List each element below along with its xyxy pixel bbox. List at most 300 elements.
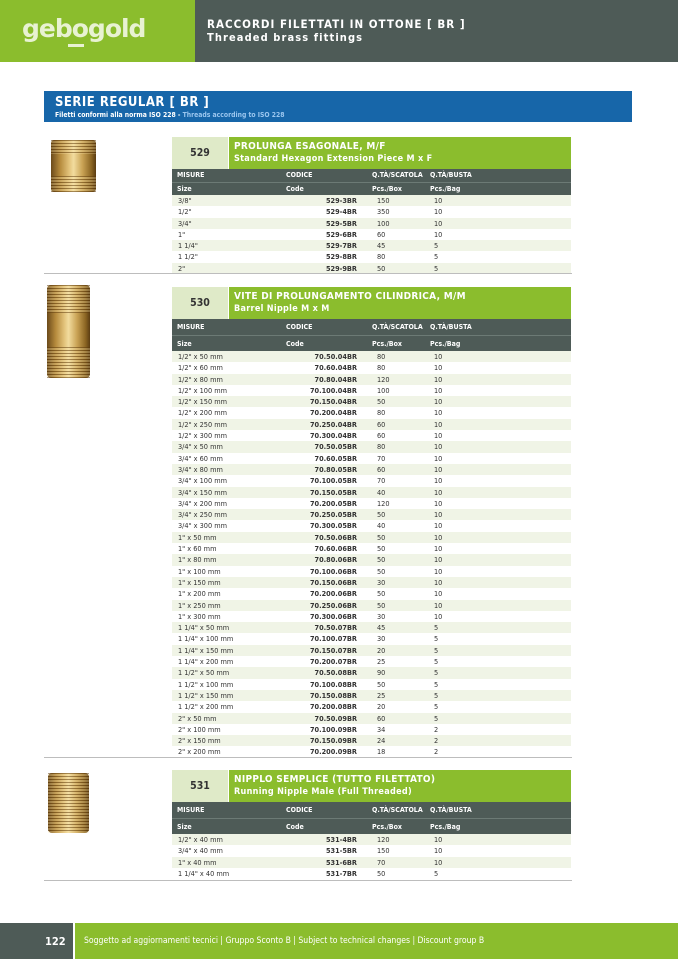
cell-pcs-bag: 10 <box>434 464 443 474</box>
table-row <box>172 746 571 757</box>
table-row <box>172 498 571 509</box>
col-pcs-box: Pcs./Box <box>372 823 402 831</box>
cell-size: 1" x 50 mm <box>178 532 217 542</box>
serie-subtitle <box>55 111 284 119</box>
cell-size: 3/4" x 80 mm <box>178 464 223 474</box>
cell-code: 70.200.04BR <box>309 408 357 418</box>
cell-code: 70.200.06BR <box>309 589 357 599</box>
cell-code: 70.200.08BR <box>309 702 357 712</box>
cell-size: 1/2" x 300 mm <box>178 431 228 441</box>
cell-code: 529-9BR <box>325 263 357 273</box>
cell-pcs-box: 45 <box>377 623 386 633</box>
table-row <box>172 487 571 498</box>
table-row <box>172 834 571 845</box>
table-body <box>172 195 571 274</box>
cell-size: 1/2" x 80 mm <box>178 374 223 384</box>
cell-pcs-box: 20 <box>377 702 386 712</box>
cell-pcs-box: 50 <box>377 555 386 565</box>
table-row <box>172 396 571 407</box>
serie-subtitle-en: Threads according to ISO 228 <box>182 111 285 119</box>
cell-code: 70.150.08BR <box>309 690 357 700</box>
table-row <box>172 857 571 868</box>
cell-pcs-bag: 5 <box>434 690 439 700</box>
table-row <box>172 690 571 701</box>
table-row <box>172 419 571 430</box>
section-divider <box>44 757 572 758</box>
cell-code: 70.50.05BR <box>314 442 357 452</box>
cell-pcs-bag: 10 <box>434 510 443 520</box>
cell-size: 2" x 100 mm <box>178 724 221 734</box>
table-row <box>172 679 571 690</box>
cell-pcs-bag: 5 <box>434 645 439 655</box>
cell-pcs-box: 24 <box>377 736 386 746</box>
table-row <box>172 240 571 251</box>
section-title: VITE DI PROLUNGAMENTO CILINDRICA, M/M <box>234 291 466 302</box>
cell-size: 3/4" x 200 mm <box>178 498 228 508</box>
cell-code: 70.200.05BR <box>309 498 357 508</box>
cell-pcs-box: 18 <box>377 747 386 757</box>
cell-pcs-box: 40 <box>377 487 386 497</box>
cell-pcs-bag: 10 <box>434 487 443 497</box>
col-qta-scatola: Q.TÀ/SCATOLA <box>372 171 423 179</box>
table-header-it <box>172 319 571 335</box>
table-row <box>172 622 571 633</box>
cell-pcs-bag: 10 <box>434 431 443 441</box>
section-530 <box>172 287 571 758</box>
cell-size: 3/4" <box>178 218 192 228</box>
cell-pcs-bag: 10 <box>434 442 443 452</box>
col-pcs-bag: Pcs./Bag <box>430 185 461 193</box>
cell-pcs-box: 45 <box>377 241 386 251</box>
section-title: PROLUNGA ESAGONALE, M/F <box>234 141 386 152</box>
cell-size: 1 1/2" <box>178 252 198 262</box>
cell-pcs-bag: 10 <box>434 363 443 373</box>
cell-pcs-box: 120 <box>377 835 390 844</box>
col-size: Size <box>177 340 192 348</box>
table-header-en <box>172 818 571 834</box>
col-code: Code <box>286 340 304 348</box>
cell-pcs-box: 60 <box>377 713 386 723</box>
cell-size: 1" x 40 mm <box>178 857 217 867</box>
cell-pcs-bag: 10 <box>434 521 443 531</box>
table-row <box>172 713 571 724</box>
table-row <box>172 667 571 678</box>
section-divider <box>44 880 572 881</box>
cell-pcs-box: 80 <box>377 442 386 452</box>
table-row <box>172 532 571 543</box>
table-row <box>172 566 571 577</box>
cell-pcs-bag: 5 <box>434 702 439 712</box>
cell-pcs-box: 50 <box>377 544 386 554</box>
col-size: Size <box>177 185 192 193</box>
cell-pcs-bag: 10 <box>434 857 443 867</box>
cell-pcs-bag: 10 <box>434 196 443 205</box>
table-row <box>172 195 571 206</box>
cell-pcs-box: 80 <box>377 363 386 373</box>
cell-pcs-bag: 2 <box>434 747 439 757</box>
table-header-en <box>172 335 571 351</box>
table-row <box>172 509 571 520</box>
cell-code: 531-4BR <box>325 835 357 844</box>
cell-size: 1/2" x 250 mm <box>178 419 228 429</box>
cell-pcs-bag: 10 <box>434 589 443 599</box>
section-number: 529 <box>172 137 228 169</box>
table-row <box>172 845 571 856</box>
cell-pcs-box: 70 <box>377 857 386 867</box>
table-row <box>172 868 571 879</box>
cell-pcs-bag: 10 <box>434 544 443 554</box>
cell-code: 529-5BR <box>325 218 357 228</box>
cell-size: 1" x 150 mm <box>178 577 221 587</box>
product-image-hex-extension <box>51 140 96 192</box>
cell-size: 1 1/2" x 100 mm <box>178 679 234 689</box>
cell-size: 1" x 80 mm <box>178 555 217 565</box>
table-row <box>172 724 571 735</box>
cell-code: 70.100.05BR <box>309 476 357 486</box>
cell-size: 1 1/4" x 150 mm <box>178 645 234 655</box>
section-title-bar <box>172 137 571 169</box>
cell-pcs-box: 30 <box>377 634 386 644</box>
cell-size: 1 1/2" x 150 mm <box>178 690 234 700</box>
cell-code: 531-6BR <box>325 857 357 867</box>
cell-size: 1" x 250 mm <box>178 600 221 610</box>
cell-pcs-bag: 5 <box>434 623 439 633</box>
col-qta-busta: Q.TÀ/BUSTA <box>430 171 472 179</box>
cell-code: 70.250.06BR <box>309 600 357 610</box>
cell-code: 70.50.06BR <box>314 532 357 542</box>
table-body <box>172 834 571 879</box>
cell-size: 2" x 50 mm <box>178 713 217 723</box>
cell-code: 70.150.07BR <box>309 645 357 655</box>
section-title: NIPPLO SEMPLICE (TUTTO FILETTATO) <box>234 774 436 785</box>
cell-pcs-bag: 10 <box>434 207 443 217</box>
col-misure: MISURE <box>177 171 205 179</box>
cell-pcs-box: 60 <box>377 229 386 239</box>
logo-underline <box>68 44 84 47</box>
table-row <box>172 656 571 667</box>
table-row <box>172 251 571 262</box>
table-row <box>172 351 571 362</box>
product-image-barrel-nipple <box>47 285 90 378</box>
table-header-en <box>172 182 571 195</box>
cell-code: 70.100.04BR <box>309 385 357 395</box>
cell-code: 70.100.06BR <box>309 566 357 576</box>
cell-pcs-bag: 2 <box>434 724 439 734</box>
cell-code: 70.60.06BR <box>314 544 357 554</box>
cell-pcs-bag: 5 <box>434 263 439 273</box>
col-misure: MISURE <box>177 323 205 331</box>
cell-code: 70.50.08BR <box>314 668 357 678</box>
section-subtitle: Running Nipple Male (Full Threaded) <box>234 787 412 797</box>
cell-pcs-box: 100 <box>377 385 390 395</box>
cell-code: 70.100.09BR <box>309 724 357 734</box>
cell-pcs-box: 30 <box>377 577 386 587</box>
cell-size: 1/2" x 150 mm <box>178 397 228 407</box>
cell-code: 70.100.07BR <box>309 634 357 644</box>
cell-code: 70.150.05BR <box>309 487 357 497</box>
serie-subtitle-it: Filetti conformi alla norma ISO 228 - <box>55 111 183 119</box>
cell-code: 531-7BR <box>325 868 357 878</box>
cell-pcs-box: 25 <box>377 657 386 667</box>
cell-code: 70.150.04BR <box>309 397 357 407</box>
cell-pcs-bag: 5 <box>434 679 439 689</box>
col-qta-scatola: Q.TÀ/SCATOLA <box>372 323 423 331</box>
col-qta-busta: Q.TÀ/BUSTA <box>430 323 472 331</box>
cell-size: 1" x 100 mm <box>178 566 221 576</box>
cell-size: 1 1/4" x 100 mm <box>178 634 234 644</box>
cell-code: 70.80.05BR <box>314 464 357 474</box>
cell-size: 3/4" x 150 mm <box>178 487 228 497</box>
cell-pcs-bag: 10 <box>434 555 443 565</box>
col-code: Code <box>286 185 304 193</box>
cell-pcs-box: 60 <box>377 464 386 474</box>
table-row <box>172 374 571 385</box>
table-row <box>172 520 571 531</box>
table-row <box>172 464 571 475</box>
cell-pcs-bag: 5 <box>434 252 439 262</box>
table-row <box>172 475 571 486</box>
cell-pcs-bag: 10 <box>434 229 443 239</box>
cell-pcs-box: 50 <box>377 532 386 542</box>
cell-pcs-bag: 10 <box>434 374 443 384</box>
col-pcs-bag: Pcs./Bag <box>430 340 461 348</box>
cell-pcs-box: 120 <box>377 374 390 384</box>
cell-pcs-box: 70 <box>377 476 386 486</box>
col-codice: CODICE <box>286 323 313 331</box>
cell-size: 1/2" x 60 mm <box>178 363 223 373</box>
cell-size: 1 1/4" <box>178 241 198 251</box>
section-divider <box>44 273 572 274</box>
table-row <box>172 554 571 565</box>
section-subtitle: Standard Hexagon Extension Piece M x F <box>234 154 433 164</box>
product-image-running-nipple <box>48 773 89 833</box>
table-row <box>172 229 571 240</box>
cell-code: 70.200.09BR <box>309 747 357 757</box>
table-row <box>172 701 571 712</box>
section-title-box <box>229 137 571 169</box>
cell-pcs-box: 50 <box>377 868 386 878</box>
cell-pcs-bag: 10 <box>434 385 443 395</box>
cell-pcs-bag: 10 <box>434 397 443 407</box>
cell-pcs-box: 50 <box>377 566 386 576</box>
table-row <box>172 430 571 441</box>
section-title-bar <box>172 287 571 319</box>
section-title-box <box>229 770 571 802</box>
cell-pcs-bag: 5 <box>434 241 439 251</box>
cell-code: 70.100.08BR <box>309 679 357 689</box>
serie-title: SERIE REGULAR [ BR ] <box>55 95 210 110</box>
cell-pcs-box: 150 <box>377 846 390 856</box>
cell-pcs-bag: 10 <box>434 218 443 228</box>
cell-size: 1 1/4" x 50 mm <box>178 623 230 633</box>
table-row <box>172 362 571 373</box>
brand-logo: gebogold <box>22 14 146 43</box>
section-529 <box>172 137 571 274</box>
table-row <box>172 441 571 452</box>
cell-size: 3/4" x 300 mm <box>178 521 228 531</box>
cell-code: 529-6BR <box>325 229 357 239</box>
cell-pcs-bag: 10 <box>434 846 443 856</box>
cell-code: 70.50.04BR <box>314 352 357 361</box>
header-title-en: Threaded brass fittings <box>207 31 364 44</box>
cell-pcs-bag: 10 <box>434 566 443 576</box>
cell-pcs-bag: 10 <box>434 577 443 587</box>
table-row <box>172 633 571 644</box>
cell-pcs-bag: 10 <box>434 600 443 610</box>
cell-size: 1 1/4" x 200 mm <box>178 657 234 667</box>
cell-code: 70.250.05BR <box>309 510 357 520</box>
table-row <box>172 645 571 656</box>
cell-size: 1/2" x 200 mm <box>178 408 228 418</box>
col-pcs-bag: Pcs./Bag <box>430 823 461 831</box>
cell-pcs-bag: 10 <box>434 453 443 463</box>
cell-size: 3/8" <box>178 196 192 205</box>
cell-pcs-box: 80 <box>377 252 386 262</box>
cell-pcs-bag: 5 <box>434 657 439 667</box>
cell-code: 70.300.04BR <box>309 431 357 441</box>
cell-pcs-box: 120 <box>377 498 390 508</box>
cell-pcs-box: 34 <box>377 724 386 734</box>
section-title-bar <box>172 770 571 802</box>
cell-code: 531-5BR <box>325 846 357 856</box>
cell-pcs-bag: 10 <box>434 611 443 621</box>
table-row <box>172 588 571 599</box>
col-qta-scatola: Q.TÀ/SCATOLA <box>372 806 423 814</box>
cell-code: 70.150.06BR <box>309 577 357 587</box>
cell-code: 70.300.05BR <box>309 521 357 531</box>
cell-code: 70.60.04BR <box>314 363 357 373</box>
table-header-it <box>172 169 571 182</box>
cell-pcs-box: 90 <box>377 668 386 678</box>
cell-pcs-box: 50 <box>377 589 386 599</box>
cell-pcs-box: 80 <box>377 408 386 418</box>
table-row <box>172 735 571 746</box>
table-row <box>172 543 571 554</box>
cell-size: 1" <box>178 229 186 239</box>
section-number: 531 <box>172 770 228 802</box>
header-title-it: RACCORDI FILETTATI IN OTTONE [ BR ] <box>207 17 466 31</box>
cell-pcs-bag: 10 <box>434 352 443 361</box>
cell-pcs-box: 25 <box>377 690 386 700</box>
cell-pcs-box: 20 <box>377 645 386 655</box>
table-body <box>172 351 571 758</box>
cell-pcs-box: 40 <box>377 521 386 531</box>
table-row <box>172 453 571 464</box>
table-row <box>172 611 571 622</box>
cell-size: 1 1/4" x 40 mm <box>178 868 230 878</box>
cell-size: 2" <box>178 263 186 273</box>
cell-size: 1 1/2" x 200 mm <box>178 702 234 712</box>
table-row <box>172 407 571 418</box>
cell-size: 1 1/2" x 50 mm <box>178 668 230 678</box>
cell-pcs-bag: 10 <box>434 835 443 844</box>
cell-pcs-box: 350 <box>377 207 390 217</box>
cell-code: 529-3BR <box>325 196 357 205</box>
cell-pcs-bag: 10 <box>434 419 443 429</box>
cell-pcs-box: 30 <box>377 611 386 621</box>
cell-size: 1" x 200 mm <box>178 589 221 599</box>
cell-pcs-bag: 2 <box>434 736 439 746</box>
col-code: Code <box>286 823 304 831</box>
cell-pcs-bag: 5 <box>434 634 439 644</box>
cell-pcs-box: 60 <box>377 419 386 429</box>
cell-code: 529-4BR <box>325 207 357 217</box>
section-number: 530 <box>172 287 228 319</box>
cell-size: 3/4" x 50 mm <box>178 442 223 452</box>
cell-code: 70.80.06BR <box>314 555 357 565</box>
cell-size: 3/4" x 60 mm <box>178 453 223 463</box>
cell-pcs-bag: 10 <box>434 408 443 418</box>
col-pcs-box: Pcs./Box <box>372 340 402 348</box>
cell-code: 70.300.06BR <box>309 611 357 621</box>
cell-size: 3/4" x 40 mm <box>178 846 223 856</box>
cell-code: 70.200.07BR <box>309 657 357 667</box>
table-row <box>172 218 571 229</box>
table-header-it <box>172 802 571 818</box>
cell-size: 1" x 60 mm <box>178 544 217 554</box>
cell-size: 3/4" x 250 mm <box>178 510 228 520</box>
col-codice: CODICE <box>286 171 313 179</box>
col-codice: CODICE <box>286 806 313 814</box>
cell-code: 70.50.07BR <box>314 623 357 633</box>
cell-code: 70.150.09BR <box>309 736 357 746</box>
cell-size: 1" x 300 mm <box>178 611 221 621</box>
cell-pcs-bag: 5 <box>434 868 439 878</box>
cell-pcs-box: 60 <box>377 431 386 441</box>
section-title-box <box>229 287 571 319</box>
cell-size: 2" x 150 mm <box>178 736 221 746</box>
cell-size: 1/2" x 50 mm <box>178 352 223 361</box>
cell-size: 1/2" x 100 mm <box>178 385 228 395</box>
footer-text: Soggetto ad aggiornamenti tecnici | Gruppo Sconto B | Subject to technical changes | Discount group B <box>84 936 485 946</box>
col-pcs-box: Pcs./Box <box>372 185 402 193</box>
table-row <box>172 577 571 588</box>
page-number: 122 <box>45 935 66 948</box>
cell-pcs-bag: 5 <box>434 713 439 723</box>
cell-pcs-bag: 5 <box>434 668 439 678</box>
table-row <box>172 385 571 396</box>
cell-code: 70.250.04BR <box>309 419 357 429</box>
cell-pcs-box: 50 <box>377 263 386 273</box>
section-531 <box>172 770 571 879</box>
cell-pcs-box: 50 <box>377 510 386 520</box>
cell-code: 70.80.04BR <box>314 374 357 384</box>
cell-pcs-box: 100 <box>377 218 390 228</box>
cell-pcs-bag: 10 <box>434 532 443 542</box>
cell-pcs-bag: 10 <box>434 498 443 508</box>
table-row <box>172 600 571 611</box>
cell-size: 3/4" x 100 mm <box>178 476 228 486</box>
cell-pcs-box: 150 <box>377 196 390 205</box>
col-qta-busta: Q.TÀ/BUSTA <box>430 806 472 814</box>
section-subtitle: Barrel Nipple M x M <box>234 304 330 314</box>
cell-pcs-box: 70 <box>377 453 386 463</box>
cell-code: 529-7BR <box>325 241 357 251</box>
cell-pcs-box: 80 <box>377 352 386 361</box>
col-misure: MISURE <box>177 806 205 814</box>
cell-code: 529-8BR <box>325 252 357 262</box>
col-size: Size <box>177 823 192 831</box>
cell-pcs-box: 50 <box>377 397 386 407</box>
table-row <box>172 206 571 217</box>
cell-pcs-box: 50 <box>377 600 386 610</box>
cell-code: 70.60.05BR <box>314 453 357 463</box>
cell-size: 1/2" <box>178 207 192 217</box>
cell-pcs-bag: 10 <box>434 476 443 486</box>
cell-size: 1/2" x 40 mm <box>178 835 223 844</box>
cell-size: 2" x 200 mm <box>178 747 221 757</box>
cell-code: 70.50.09BR <box>314 713 357 723</box>
